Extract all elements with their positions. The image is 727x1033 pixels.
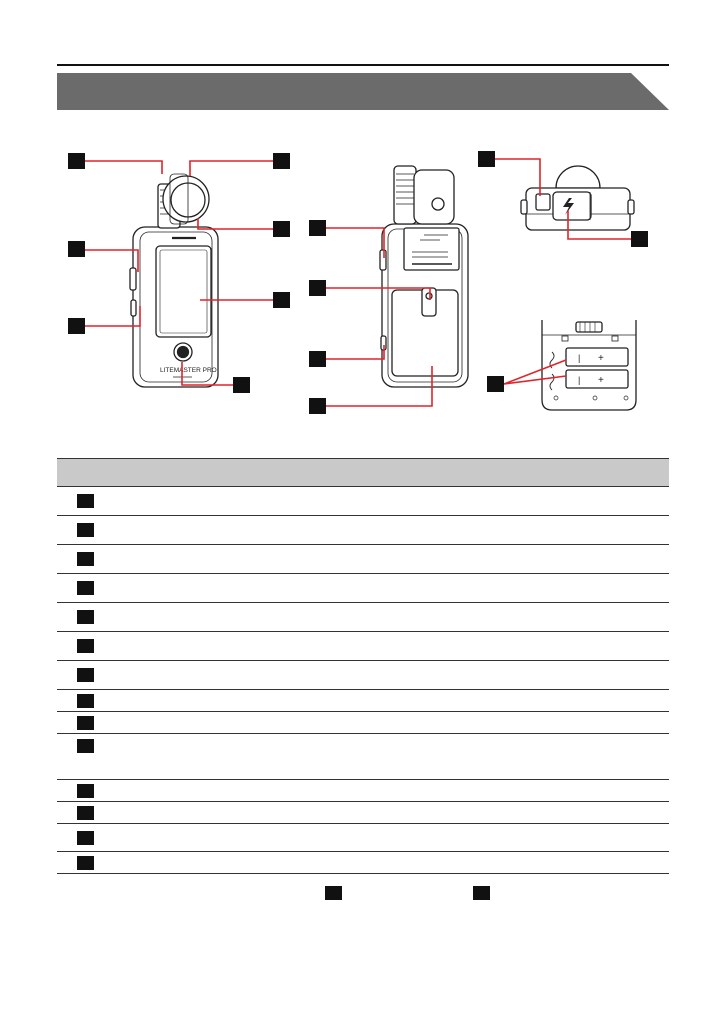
item-number-box <box>77 581 94 595</box>
legend-row <box>57 545 669 574</box>
top-view-illustration <box>521 166 634 230</box>
legend-row <box>57 603 669 632</box>
item-number-box <box>77 784 94 798</box>
item-number-box <box>77 494 94 508</box>
legend-header-number <box>57 459 114 487</box>
legend-row <box>57 632 669 661</box>
top-rule <box>57 64 669 66</box>
section-banner <box>57 73 669 110</box>
legend-row <box>57 824 669 852</box>
item-number-box <box>77 668 94 682</box>
item-number-box <box>77 552 94 566</box>
legend-header-description <box>272 459 669 487</box>
footnote-number-box <box>325 886 342 900</box>
legend-row <box>57 780 669 802</box>
legend-row <box>57 661 669 690</box>
item-number-box <box>77 856 94 870</box>
front-view-illustration <box>130 174 218 387</box>
item-number-box <box>77 806 94 820</box>
svg-text:|: | <box>578 375 581 385</box>
svg-text:|: | <box>578 353 581 363</box>
legend-row <box>57 734 669 780</box>
footnote-number-box <box>473 886 490 900</box>
item-number-box <box>77 639 94 653</box>
legend-row <box>57 516 669 545</box>
battery-compartment-illustration <box>542 320 636 410</box>
back-view-illustration <box>380 166 468 387</box>
legend-header-row <box>57 459 669 487</box>
svg-text:+: + <box>598 375 604 386</box>
legend-row <box>57 690 669 712</box>
legend-row <box>57 802 669 824</box>
item-number-box <box>77 831 94 845</box>
svg-text:+: + <box>598 353 604 364</box>
item-number-box <box>77 716 94 730</box>
legend-row <box>57 574 669 603</box>
parts-legend-table <box>57 458 669 874</box>
svg-text:LITEMASTER PRO: LITEMASTER PRO <box>160 367 217 374</box>
legend-header-name <box>114 459 272 487</box>
item-number-box <box>77 694 94 708</box>
item-number-box <box>77 523 94 537</box>
item-number-box <box>77 739 94 753</box>
legend-row <box>57 852 669 874</box>
legend-row <box>57 712 669 734</box>
legend-row <box>57 487 669 516</box>
item-number-box <box>77 610 94 624</box>
product-diagram <box>0 140 727 440</box>
